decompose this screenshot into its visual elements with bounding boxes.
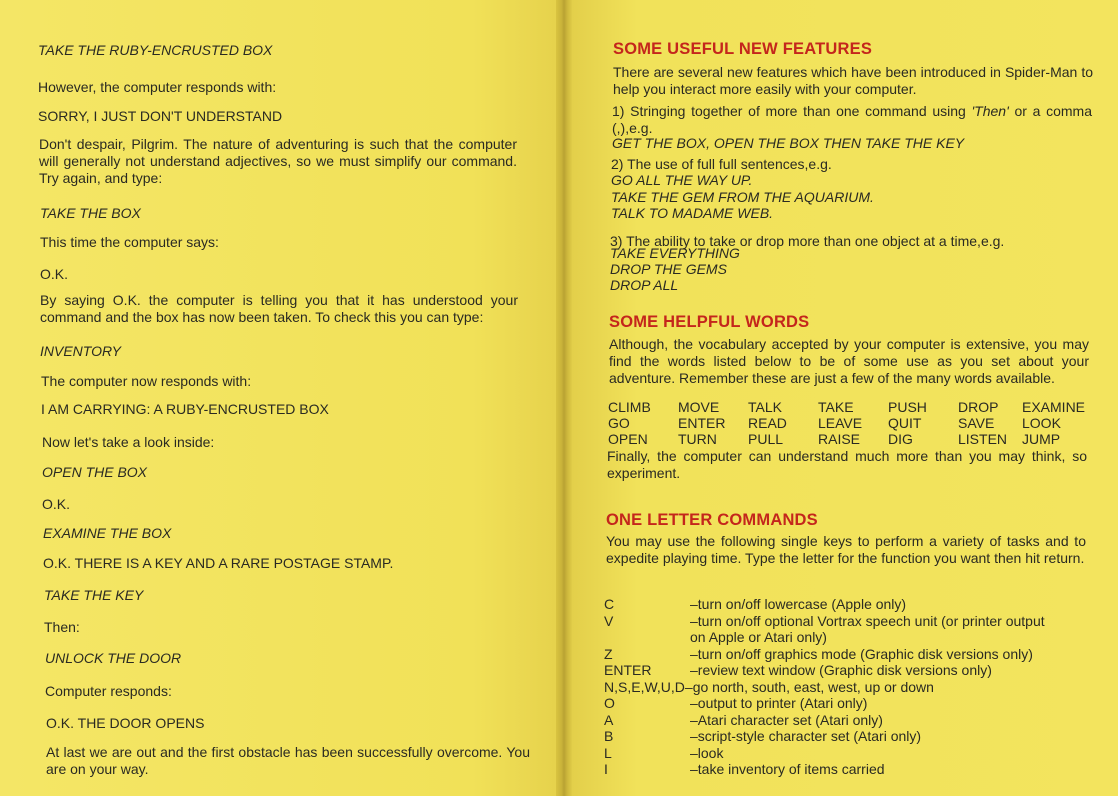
vocab-word: QUIT (888, 415, 922, 431)
command-desc: –turn on/off graphics mode (Graphic disk versions only) (690, 645, 1033, 662)
text-line: Now let's take a look inside: (42, 434, 215, 450)
command-desc: –look (690, 744, 724, 761)
vocab-word: MOVE (678, 399, 720, 415)
response-ok: O.K. (42, 496, 71, 512)
command-key: C (604, 596, 615, 612)
command-unlock-door: UNLOCK THE DOOR (45, 650, 182, 666)
command-inventory: INVENTORY (40, 343, 121, 359)
feature-example: TAKE THE GEM FROM THE AQUARIUM. (611, 189, 874, 205)
command-desc: –review text window (Graphic disk versions only) (690, 662, 992, 678)
command-take-ruby-box: TAKE THE RUBY-ENCRUSTED BOX (38, 42, 273, 58)
command-key: O (604, 695, 615, 711)
text-line: Then: (44, 619, 80, 635)
command-desc: –take inventory of items carried (690, 761, 885, 777)
vocab-word: LISTEN (958, 431, 1008, 447)
feature-example: TAKE EVERYTHING (610, 245, 740, 261)
command-examine-box: EXAMINE THE BOX (43, 525, 172, 541)
command-key: L (604, 744, 612, 761)
command-row (604, 629, 1045, 646)
vocab-word: TAKE (818, 399, 854, 415)
text-paragraph: Don't despair, Pilgrim. The nature of adventuring is such that the computer will generally not understand adjectives, so we must simplify our command. Try again, and type: (39, 136, 517, 186)
command-desc: –turn on/off lowercase (Apple only) (690, 596, 907, 612)
section-heading-features: SOME USEFUL NEW FEATURES (613, 40, 873, 58)
command-row (604, 728, 1045, 745)
response-carrying: I AM CARRYING: A RUBY-ENCRUSTED BOX (41, 401, 329, 417)
command-key: N,S,E,W,U,D (604, 678, 685, 695)
feature-then-keyword: 'Then' (971, 103, 1009, 119)
feature-item-1-text: 1) Stringing together of more than one command using (612, 103, 972, 119)
command-key: V (604, 612, 614, 629)
command-key: A (604, 711, 614, 728)
command-desc: –go north, south, east, west, up or down (684, 678, 934, 695)
command-row (604, 761, 1045, 778)
command-open-box: OPEN THE BOX (42, 464, 148, 480)
command-row (604, 596, 1045, 613)
vocab-word: TALK (748, 399, 782, 415)
command-row (604, 679, 1045, 696)
command-row (604, 695, 1045, 712)
response-sorry: SORRY, I JUST DON'T UNDERSTAND (38, 108, 283, 124)
book-gutter (556, 0, 572, 796)
command-row (604, 712, 1045, 729)
vocab-word: SAVE (958, 415, 995, 431)
vocab-word: RAISE (818, 431, 861, 447)
command-key (604, 629, 690, 646)
words-outro: Finally, the computer can understand much more than you may think, so experiment. (607, 448, 1087, 481)
vocab-word: ENTER (678, 415, 726, 431)
command-row (604, 646, 1045, 663)
vocab-word: DIG (888, 431, 913, 447)
feature-item-3: 3) The ability to take or drop more than one object at a time,e.g. (610, 233, 1005, 249)
command-desc: on Apple or Atari only) (690, 629, 827, 645)
vocab-word: DROP (958, 399, 999, 415)
command-key: B (604, 728, 614, 744)
vocab-word: LOOK (1022, 415, 1061, 431)
text-line: The computer now responds with: (41, 373, 252, 389)
response-ok: O.K. (40, 266, 69, 282)
section-heading-words: SOME HELPFUL WORDS (609, 313, 810, 331)
vocab-word: TURN (678, 431, 717, 447)
command-row (604, 613, 1045, 630)
command-desc: –script-style character set (Atari only) (690, 728, 922, 744)
commands-intro: You may use the following single keys to perform a variety of tasks and to expedite playing time. Type the letter for the function you want then hit return. (606, 533, 1086, 566)
vocab-word: EXAMINE (1022, 399, 1086, 415)
feature-item-1-text-end: or a comma (,),e.g. (612, 103, 1092, 136)
command-take-box: TAKE THE BOX (40, 205, 141, 221)
command-list (604, 596, 1045, 778)
text-line: Computer responds: (45, 683, 172, 699)
command-key: Z (604, 645, 613, 662)
feature-item-2: 2) The use of full full sentences,e.g. (611, 156, 832, 172)
command-desc: –turn on/off optional Vortrax speech unit (or printer output (690, 612, 1045, 629)
feature-example: GET THE BOX, OPEN THE BOX THEN TAKE THE KEY (612, 135, 965, 151)
vocab-word: PULL (748, 431, 784, 447)
response-key-stamp: O.K. THERE IS A KEY AND A RARE POSTAGE STAMP. (43, 555, 394, 571)
features-intro: There are several new features which have been introduced in Spider-Man to help you interact more easily with your computer. (613, 64, 1093, 97)
command-take-key: TAKE THE KEY (44, 587, 144, 603)
vocab-word: CLIMB (608, 399, 651, 415)
vocab-word: PUSH (888, 399, 927, 415)
words-intro: Although, the vocabulary accepted by your computer is extensive, you may find the words listed below to be of some use as you set about your adventure. Remember these are just a few of the many words available. (609, 336, 1089, 386)
command-row (604, 745, 1045, 762)
vocab-word: OPEN (608, 431, 648, 447)
command-desc: –Atari character set (Atari only) (690, 711, 883, 728)
vocabulary-grid (608, 399, 1092, 447)
response-door-opens: O.K. THE DOOR OPENS (46, 715, 205, 731)
vocab-word: JUMP (1022, 431, 1061, 447)
command-row (604, 662, 1045, 679)
text-paragraph: By saying O.K. the computer is telling you that it has understood your command and the box has now been taken. To check this you can type: (40, 292, 518, 325)
command-desc: –output to printer (Atari only) (690, 695, 868, 711)
text-line: This time the computer says: (40, 234, 219, 250)
command-key: ENTER (604, 662, 652, 678)
feature-item-1 (612, 103, 1092, 137)
vocab-word: GO (608, 415, 630, 431)
vocab-word: LEAVE (818, 415, 863, 431)
text-line: However, the computer responds with: (38, 79, 277, 95)
feature-example: TALK TO MADAME WEB. (611, 205, 774, 221)
feature-example: DROP ALL (610, 277, 679, 293)
feature-example: GO ALL THE WAY UP. (611, 172, 753, 188)
feature-example: DROP THE GEMS (610, 261, 727, 277)
vocab-word: READ (748, 415, 787, 431)
command-key: I (604, 761, 608, 777)
text-paragraph: At last we are out and the first obstacle has been successfully overcome. You are on your way. (46, 744, 530, 777)
section-heading-commands: ONE LETTER COMMANDS (606, 511, 818, 529)
